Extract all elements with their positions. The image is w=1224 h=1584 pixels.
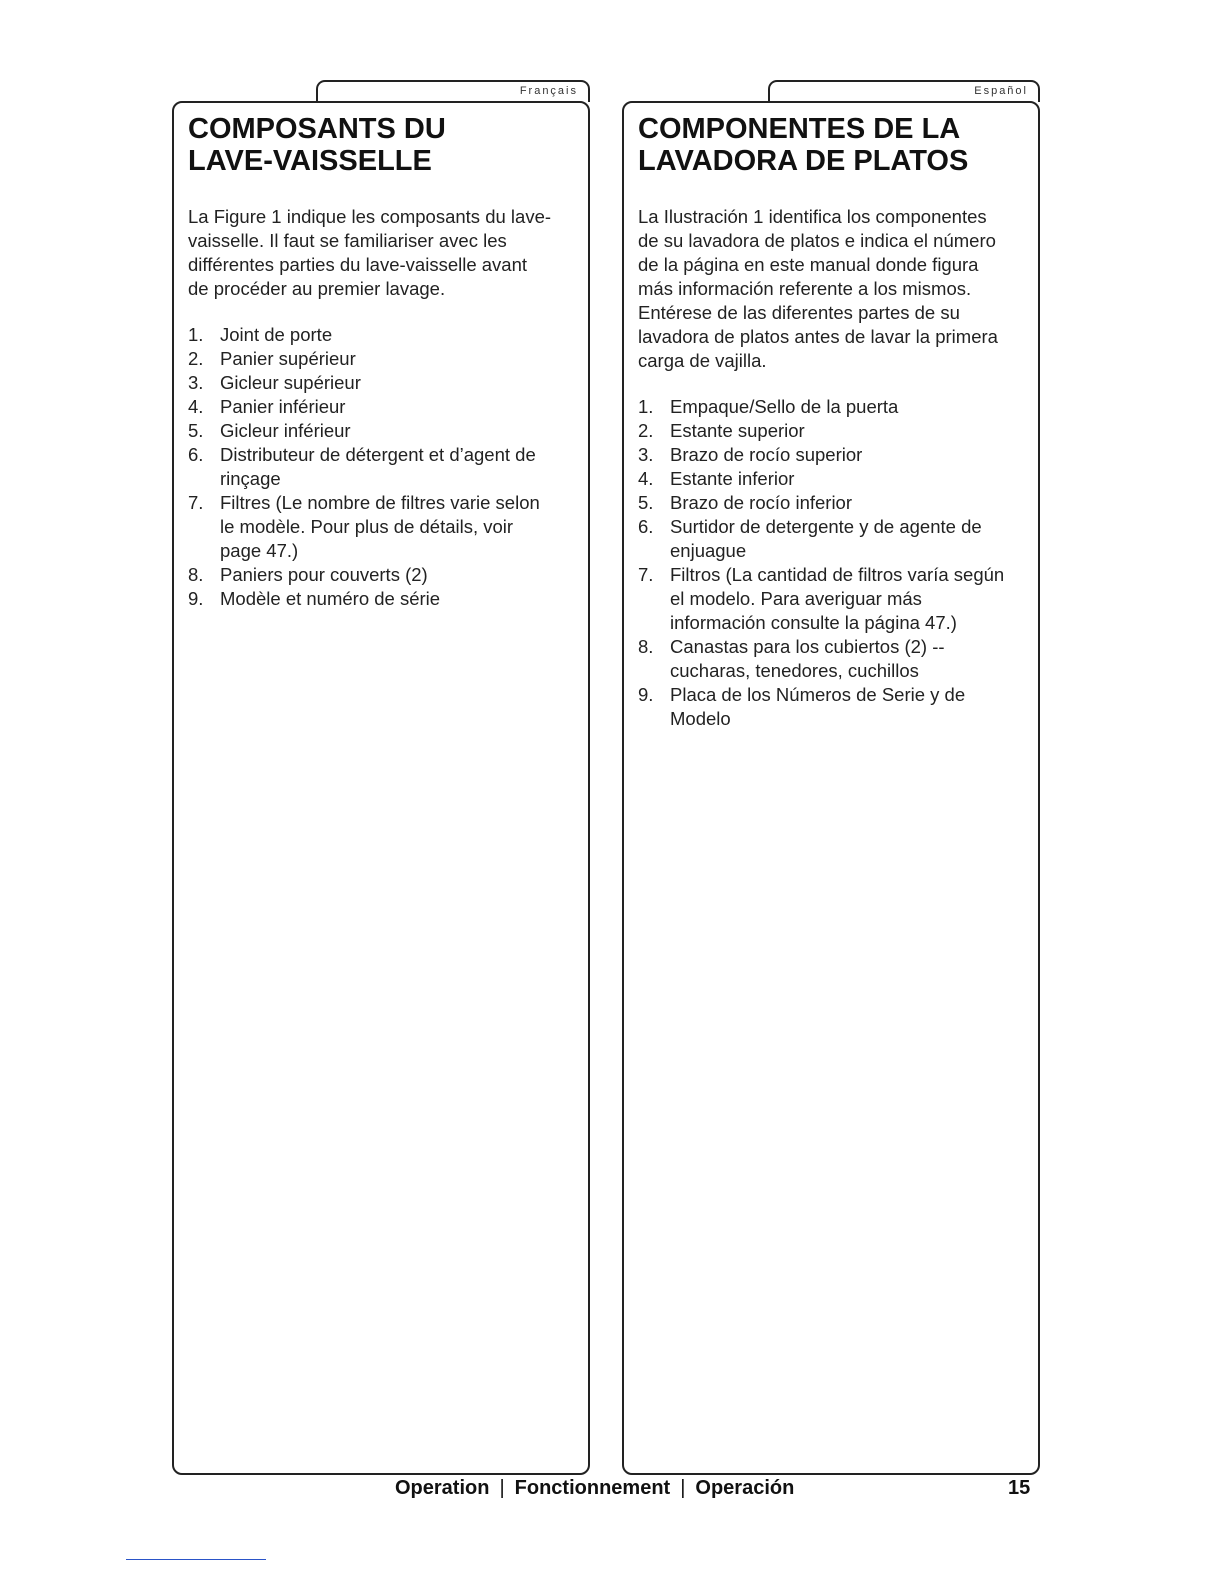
item-text: cucharas, tenedores, cuchillos xyxy=(670,660,919,681)
item-text: Brazo de rocío inferior xyxy=(670,492,853,513)
intro-line: Entérese de las diferentes partes de su xyxy=(638,302,960,323)
list-item xyxy=(188,563,574,587)
item-number: 5. xyxy=(638,492,654,513)
list-item xyxy=(638,635,1024,683)
footer-spanish: Operación xyxy=(695,1477,795,1499)
item-text: enjuague xyxy=(670,540,747,561)
intro-line: de la página en este manual donde figura xyxy=(638,254,979,275)
list-item xyxy=(188,491,574,563)
item-text: el modelo. Para averiguar más xyxy=(670,588,922,609)
spanish-section xyxy=(622,101,1040,1475)
item-number: 6. xyxy=(638,516,654,537)
components-list xyxy=(638,395,1024,731)
list-item xyxy=(188,371,574,395)
footer-english: Operation xyxy=(395,1477,490,1499)
list-item xyxy=(638,515,1024,563)
item-number: 2. xyxy=(638,420,654,441)
intro-line: différentes parties du lave-vaisselle avant xyxy=(188,254,528,275)
item-text: Gicleur inférieur xyxy=(220,420,351,441)
item-text: Gicleur supérieur xyxy=(220,372,361,393)
footer-french: Fonctionnement xyxy=(514,1477,671,1499)
heading-line: COMPONENTES DE LA xyxy=(638,113,961,145)
list-item xyxy=(188,419,574,443)
item-text: Joint de porte xyxy=(220,324,333,345)
item-number: 3. xyxy=(188,372,204,393)
item-text: información consulte la página 47.) xyxy=(670,612,957,633)
heading-line: COMPOSANTS DU xyxy=(188,113,446,145)
intro-paragraph xyxy=(638,205,1024,373)
list-item xyxy=(188,347,574,371)
intro-line: de su lavadora de platos e indica el número xyxy=(638,230,996,251)
item-number: 1. xyxy=(638,396,654,417)
footer-separator: | xyxy=(680,1477,686,1499)
item-number: 1. xyxy=(188,324,204,345)
item-number: 3. xyxy=(638,444,654,465)
language-tab-label: Français xyxy=(519,85,578,97)
item-text: Filtros (La cantidad de filtros varía según xyxy=(670,564,1005,585)
list-item xyxy=(188,587,574,611)
intro-line: carga de vajilla. xyxy=(638,350,767,371)
list-item xyxy=(638,491,1024,515)
heading-line: LAVADORA DE PLATOS xyxy=(638,145,969,177)
list-item xyxy=(188,395,574,419)
section-heading xyxy=(638,113,1024,177)
item-number: 4. xyxy=(188,396,204,417)
language-tab-french xyxy=(316,80,590,102)
item-text: Filtres (Le nombre de filtres varie selon xyxy=(220,492,540,513)
page-number: 15 xyxy=(1008,1477,1031,1499)
heading-line: LAVE-VAISSELLE xyxy=(188,145,432,177)
item-text: Estante inferior xyxy=(670,468,795,489)
item-text: Estante superior xyxy=(670,420,805,441)
list-item xyxy=(638,395,1024,419)
list-item xyxy=(188,443,574,491)
intro-line: lavadora de platos antes de lavar la primera xyxy=(638,326,998,347)
language-tab-label: Español xyxy=(974,85,1028,97)
item-text: Surtidor de detergente y de agente de xyxy=(670,516,982,537)
item-number: 4. xyxy=(638,468,654,489)
item-number: 7. xyxy=(638,564,654,585)
item-number: 7. xyxy=(188,492,204,513)
intro-line: vaisselle. Il faut se familiariser avec les xyxy=(188,230,507,251)
item-number: 8. xyxy=(638,636,654,657)
section-heading xyxy=(188,113,574,177)
item-text: Distributeur de détergent et d’agent de xyxy=(220,444,536,465)
list-item xyxy=(638,443,1024,467)
list-item xyxy=(638,683,1024,731)
intro-line: La Ilustración 1 identifica los componentes xyxy=(638,206,987,227)
item-text: page 47.) xyxy=(220,540,299,561)
item-text: Placa de los Números de Serie y de xyxy=(670,684,966,705)
item-number: 6. xyxy=(188,444,204,465)
item-text: rinçage xyxy=(220,468,281,489)
bottom-divider xyxy=(126,1559,266,1560)
components-list xyxy=(188,323,574,611)
item-text: Modelo xyxy=(670,708,731,729)
footer-separator: | xyxy=(499,1477,505,1499)
intro-line: de procéder au premier lavage. xyxy=(188,278,446,299)
item-number: 2. xyxy=(188,348,204,369)
item-text: Canastas para los cubiertos (2) -- xyxy=(670,636,945,657)
list-item xyxy=(638,419,1024,443)
item-text: Modèle et numéro de série xyxy=(220,588,441,609)
intro-line: La Figure 1 indique les composants du lave- xyxy=(188,206,552,227)
item-number: 5. xyxy=(188,420,204,441)
item-text: Brazo de rocío superior xyxy=(670,444,863,465)
item-text: Empaque/Sello de la puerta xyxy=(670,396,899,417)
item-text: Panier inférieur xyxy=(220,396,346,417)
item-number: 9. xyxy=(188,588,204,609)
item-text: Paniers pour couverts (2) xyxy=(220,564,428,585)
item-number: 9. xyxy=(638,684,654,705)
list-item xyxy=(638,467,1024,491)
french-section xyxy=(172,101,590,1475)
page-footer xyxy=(395,1477,794,1500)
list-item xyxy=(188,323,574,347)
intro-paragraph xyxy=(188,205,574,301)
list-item xyxy=(638,563,1024,635)
item-text: le modèle. Pour plus de détails, voir xyxy=(220,516,514,537)
item-text: Panier supérieur xyxy=(220,348,356,369)
item-number: 8. xyxy=(188,564,204,585)
intro-line: más información referente a los mismos. xyxy=(638,278,972,299)
language-tab-spanish xyxy=(768,80,1040,102)
